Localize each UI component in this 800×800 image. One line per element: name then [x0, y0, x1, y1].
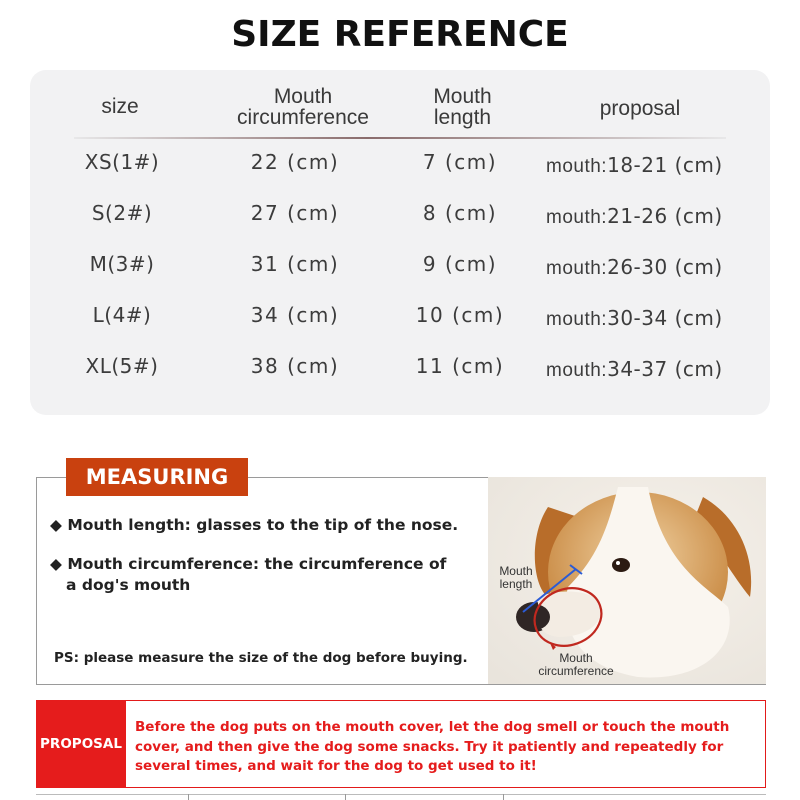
bottom-tick-2 — [345, 794, 346, 800]
proposal-text: Before the dog puts on the mouth cover, let the dog smell or touch the mouth cover, and then give the dog some snacks. Try it patiently and repeatedly for several times, and wait for the dog to get used to it! — [135, 719, 730, 774]
bottom-divider — [36, 794, 766, 795]
row-1-length: 7 (cm) — [422, 150, 498, 174]
row-2-size: S(2#) — [91, 201, 153, 225]
row-2-proposal-value: 21-26 (cm) — [607, 204, 723, 228]
row-5-size: XL(5#) — [85, 354, 159, 378]
measuring-bullet-circumference-line2: a dog's mouth — [66, 576, 191, 594]
bottom-tick-1 — [188, 794, 189, 800]
label-mouth-circumference-line2: circumference — [538, 664, 614, 678]
row-4-size: L(4#) — [92, 303, 152, 327]
row-3-proposal-label: mouth: — [546, 258, 608, 279]
label-mouth-length-line1: Mouth — [499, 564, 533, 578]
row-3-size: M(3#) — [89, 252, 155, 276]
measuring-bullet-length: ◆ Mouth length: glasses to the tip of the nose. — [50, 516, 459, 534]
row-1-circumference: 22 (cm) — [250, 150, 340, 174]
row-4-proposal-value: 30-34 (cm) — [607, 306, 723, 330]
measuring-bullet-circumference-line1: ◆ Mouth circumference: the circumference of — [50, 555, 447, 573]
header-size: size — [101, 95, 139, 118]
row-1-proposal-value: 18-21 (cm) — [607, 153, 723, 177]
page-title: SIZE REFERENCE — [231, 14, 569, 55]
row-5-proposal-value: 34-37 (cm) — [607, 357, 723, 381]
measuring-ps-note: PS: please measure the size of the dog before buying. — [54, 650, 468, 666]
header-length-line2: length — [433, 106, 492, 129]
header-length — [400, 86, 525, 128]
measuring-tab: MEASURING — [66, 458, 248, 496]
row-2-length: 8 (cm) — [422, 201, 498, 225]
bottom-tick-3 — [503, 794, 504, 800]
header-circumference-line2: circumference — [237, 106, 369, 129]
label-mouth-length-line2: length — [499, 577, 533, 591]
row-3-proposal — [546, 255, 746, 281]
label-mouth-length — [489, 565, 543, 591]
row-4-proposal-label: mouth: — [546, 309, 608, 330]
row-5-proposal-label: mouth: — [546, 360, 608, 381]
row-4-circumference: 34 (cm) — [250, 303, 340, 327]
row-1-size: XS(1#) — [84, 150, 160, 174]
header-length-line1: Mouth — [433, 85, 492, 108]
row-5-proposal — [546, 357, 746, 383]
row-2-proposal — [546, 204, 746, 230]
header-circumference — [208, 86, 398, 128]
row-5-length: 11 (cm) — [415, 354, 505, 378]
row-2-circumference: 27 (cm) — [250, 201, 340, 225]
measuring-bullet-circumference — [50, 554, 480, 596]
row-3-proposal-value: 26-30 (cm) — [607, 255, 723, 279]
label-mouth-circumference — [526, 652, 626, 678]
header-circumference-line1: Mouth — [273, 85, 333, 108]
row-2-proposal-label: mouth: — [546, 207, 608, 228]
proposal-tab: PROPOSAL — [36, 700, 126, 788]
row-1-proposal — [546, 153, 746, 179]
row-3-circumference: 31 (cm) — [250, 252, 340, 276]
row-4-proposal — [546, 306, 746, 332]
header-divider — [74, 137, 726, 139]
header-proposal: proposal — [599, 97, 681, 120]
row-4-length: 10 (cm) — [415, 303, 505, 327]
row-1-proposal-label: mouth: — [546, 156, 608, 177]
row-5-circumference: 38 (cm) — [250, 354, 340, 378]
label-mouth-circumference-line1: Mouth — [559, 651, 593, 665]
row-3-length: 9 (cm) — [422, 252, 498, 276]
